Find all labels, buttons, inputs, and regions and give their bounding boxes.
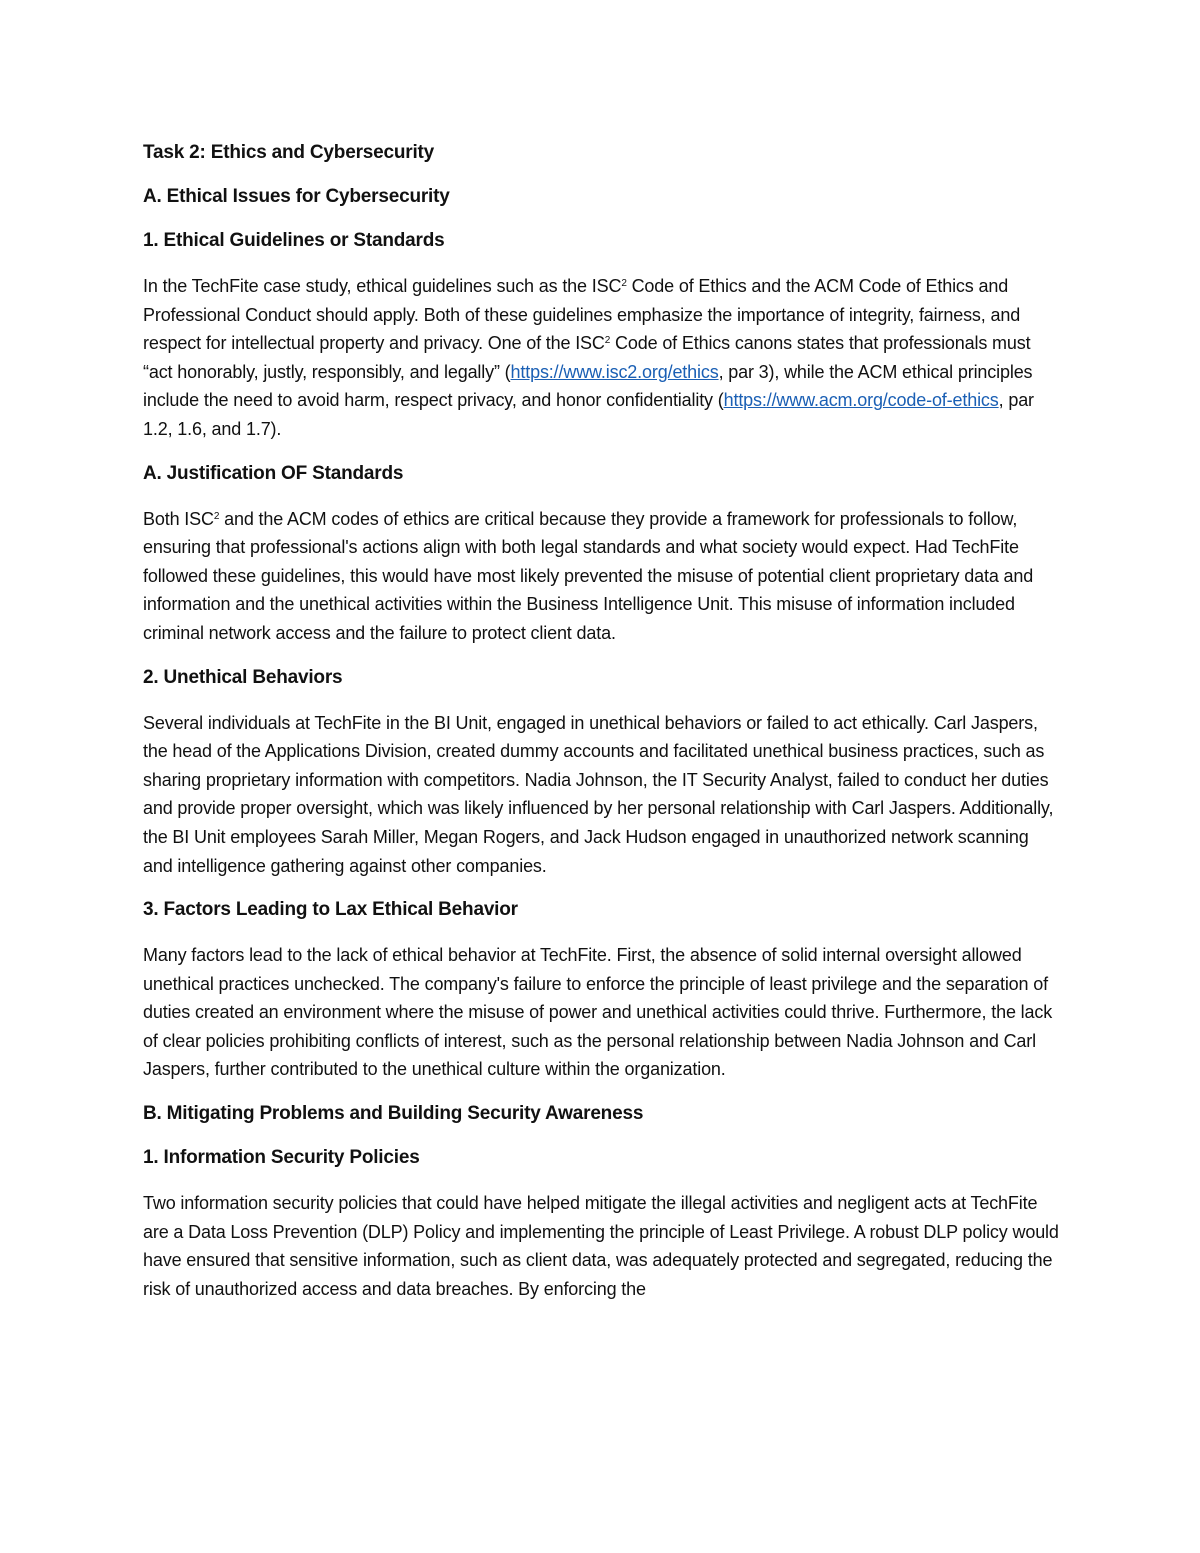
section-a-heading: A. Ethical Issues for Cybersecurity: [143, 186, 450, 207]
security-policies-paragraph: Two information security policies that could have helped mitigate the illegal activities and negligent acts at TechFite are a Data Loss Prevention (DLP) Policy and implementing the principle of Least Privilege. A robust DLP policy would have ensured that sensitive information, such as client data, was adequately protected and segregated, reducing the risk of unauthorized access and data breaches. By enforcing the: [143, 1193, 1059, 1299]
superscript-2: 2: [213, 510, 220, 522]
justification-heading: A. Justification OF Standards: [143, 462, 404, 484]
ethical-guidelines-paragraph: In the TechFite case study, ethical guidelines such as the ISC$^2$ Code of Ethics and the ACM Code of Ethics and Professional Conduct should apply. Both of these guidelines emphasize the importance of integrity, fairness, and respect for intellectual property and privacy. One of the ISC$^2$ Code of Ethics canons states that professionals must “act honorably, justly, responsibly, and legally” (https://www.isc2.org/ethics, par 3), while the ACM ethical principles include the need to avoid harm, respect privacy, and honor confidentiality (https://www.acm.org/code-of-ethics, par 1.2, 1.6, and 1.7).: [143, 276, 1034, 439]
acm-code-of-ethics-link[interactable]: https://www.acm.org/code-of-ethics: [723, 390, 999, 411]
lax-ethical-behavior-paragraph: Many factors lead to the lack of ethical behavior at TechFite. First, the absence of solid internal oversight allowed unethical practices unchecked. The company's failure to enforce the principle of least privilege and the separation of duties created an environment where the misuse of power and unethical activities could thrive. Furthermore, the lack of clear policies prohibiting conflicts of interest, such as the personal relationship between Nadia Johnson and Carl Jaspers, further contributed to the unethical culture within the organization.: [143, 945, 1053, 1080]
superscript-2: 2: [604, 335, 611, 347]
isc2-ethics-link[interactable]: https://www.isc2.org/ethics: [510, 361, 719, 382]
justification-paragraph: Both ISC$^2$ and the ACM codes of ethics are critical because they provide a framework for professionals to follow, ensuring that professional's actions align with both legal standards and what society would expect. Had TechFite followed these guidelines, this would have most likely prevented the misuse of potential client proprietary data and information and the unethical activities within the Business Intelligence Unit. This misuse of information included criminal network access and the failure to protect client data.: [143, 508, 1034, 643]
lax-ethical-behavior-heading: 3. Factors Leading to Lax Ethical Behavior: [143, 899, 518, 921]
unethical-behaviors-paragraph: Several individuals at TechFite in the BI Unit, engaged in unethical behaviors or failed to act ethically. Carl Jaspers, the head of the Applications Division, created dummy accounts and facilitated unethical business practices, such as sharing proprietary information with competitors. Nadia Johnson, the IT Security Analyst, failed to conduct her duties and provide proper oversight, which was likely influenced by her personal relationship with Carl Jaspers. Additionally, the BI Unit employees Sarah Miller, Megan Rogers, and Jack Hudson engaged in unauthorized network scanning and intelligence gathering against other companies.: [143, 712, 1054, 876]
ethical-guidelines-heading: 1. Ethical Guidelines or Standards: [143, 230, 445, 251]
document-title: Task 2: Ethics and Cybersecurity: [143, 142, 435, 163]
document-page: [143, 140, 1063, 1320]
security-policies-heading: 1. Information Security Policies: [143, 1147, 420, 1169]
unethical-behaviors-heading: 2. Unethical Behaviors: [143, 666, 343, 688]
superscript-2: 2: [621, 278, 627, 289]
section-b-heading: B. Mitigating Problems and Building Security Awareness: [143, 1103, 644, 1125]
